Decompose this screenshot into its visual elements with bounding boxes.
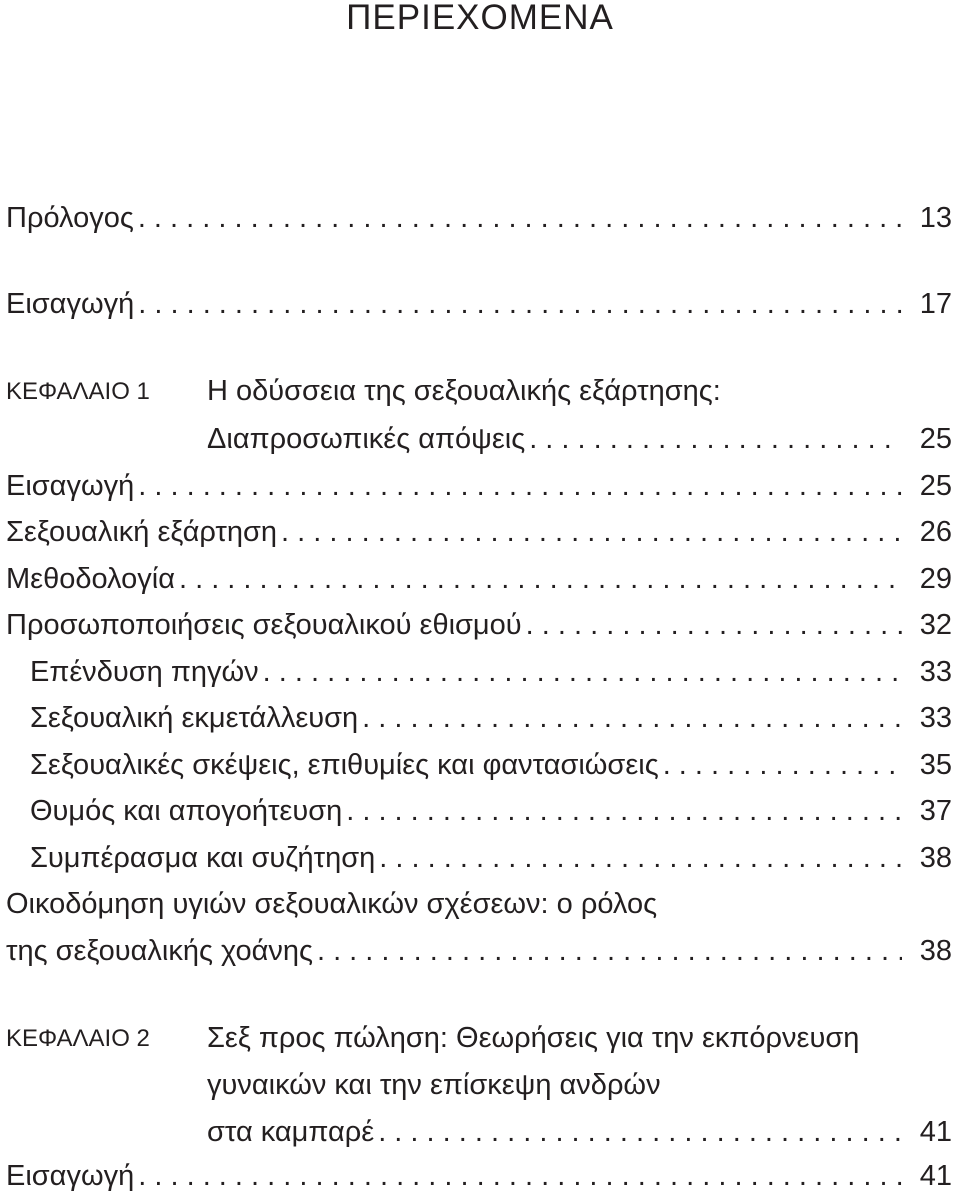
toc-entry-text: Διαπροσωπικές απόψεις [207,423,526,455]
toc-page-number: 35 [919,749,952,781]
dot-leader [138,1156,902,1196]
chapter-title-line[interactable]: Σεξ προς πώληση: Θεωρήσεις για την εκπόρνευση [207,1022,860,1054]
toc-entry-text: Εισαγωγή [6,1160,135,1192]
toc-page-number: 37 [919,795,952,827]
toc-page-number: 25 [919,423,952,455]
toc-entry-chapter-1[interactable] [207,419,952,459]
toc-entry-text: Πρόλογος [6,202,134,234]
toc-page-number: 33 [919,702,952,734]
toc-entry[interactable] [6,559,952,599]
toc-entry[interactable] [6,605,952,645]
toc-entry-text: Συμπέρασμα και συζήτηση [30,842,376,874]
toc-subentry[interactable] [30,698,952,738]
toc-subentry[interactable] [30,652,952,692]
dot-leader [138,198,902,238]
toc-entry[interactable] [6,1156,952,1196]
dot-leader [138,466,902,506]
chapter-title-line[interactable]: γυναικών και την επίσκεψη ανδρών [207,1069,661,1101]
toc-page-number: 38 [919,935,952,967]
toc-entry-text: Θυμός και απογοήτευση [30,795,343,827]
toc-page-number: 25 [919,470,952,502]
toc-page-number: 33 [919,656,952,688]
dot-leader [346,791,902,831]
toc-subentry[interactable] [30,791,952,831]
toc-page-number: 41 [919,1116,952,1148]
dot-leader [138,284,902,324]
dot-leader [378,1112,902,1152]
chapter-title-line[interactable]: Η οδύσσεια της σεξουαλικής εξάρτησης: [207,375,721,407]
toc-page-number: 29 [919,563,952,595]
toc-entry-text: Εισαγωγή [6,470,135,502]
dot-leader [317,931,902,971]
dot-leader [263,652,902,692]
page-title: ΠΕΡΙΕΧΟΜΕΝΑ [346,0,614,37]
toc-entry[interactable] [6,512,952,552]
dot-leader [526,605,902,645]
dot-leader [362,698,902,738]
toc-entry-first-line[interactable]: Οικοδόμηση υγιών σεξουαλικών σχέσεων: ο ρόλος [6,888,658,920]
toc-entry-text: στα καμπαρέ [207,1116,375,1148]
toc-entry-text: της σεξουαλικής χοάνης [6,935,313,967]
toc-page-number: 41 [919,1160,952,1192]
toc-subentry[interactable] [30,838,952,878]
toc-entry[interactable] [6,931,952,971]
toc-entry-prologue[interactable] [6,198,952,238]
dot-leader [281,512,902,552]
dot-leader [379,838,902,878]
toc-page-number: 17 [919,288,952,320]
toc-entry[interactable] [6,466,952,506]
toc-entry-introduction[interactable] [6,284,952,324]
chapter-label: ΚΕΦΑΛΑΙΟ 1 [6,378,150,405]
toc-subentry[interactable] [30,745,952,785]
toc-entry-text: Σεξουαλική εξάρτηση [6,516,278,548]
dot-leader [663,745,902,785]
toc-page-number: 26 [919,516,952,548]
toc-entry-text: Εισαγωγή [6,288,135,320]
toc-entry-text: Προσωποποιήσεις σεξουαλικού εθισμού [6,609,522,641]
toc-page-number: 38 [919,842,952,874]
toc-page-number: 13 [919,202,952,234]
toc-entry-text: Μεθοδολογία [6,563,175,595]
toc-page-number: 32 [919,609,952,641]
chapter-label: ΚΕΦΑΛΑΙΟ 2 [6,1025,150,1052]
toc-entry-chapter-2[interactable] [207,1112,952,1152]
toc-entry-text: Σεξουαλική εκμετάλλευση [30,702,359,734]
toc-entry-text: Σεξουαλικές σκέψεις, επιθυμίες και φαντασιώσεις [30,749,659,781]
dot-leader [179,559,902,599]
toc-entry-text: Επένδυση πηγών [30,656,259,688]
dot-leader [529,419,902,459]
